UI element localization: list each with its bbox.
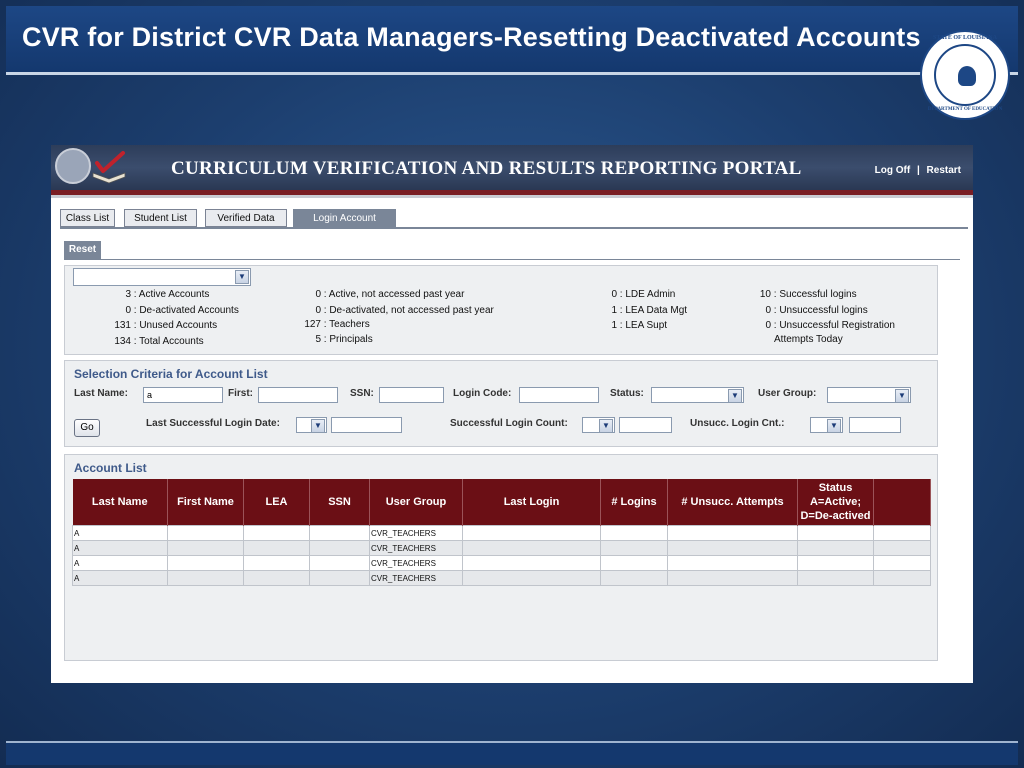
cell-user-group: CVR_TEACHERS xyxy=(370,526,463,541)
stat-deactivated-accounts: 0 : De-activated Accounts xyxy=(125,305,239,316)
table-header-row xyxy=(73,479,931,526)
cell-logins xyxy=(601,571,668,586)
cvr-portal-window xyxy=(51,145,973,683)
cell-last-login xyxy=(463,541,601,556)
tab-login-account[interactable]: Login Account xyxy=(293,209,396,229)
cell-last-login xyxy=(463,526,601,541)
header-gray-stripe xyxy=(51,195,973,198)
col-status-line3: D=De-actived xyxy=(800,510,871,522)
stats-filter-select[interactable] xyxy=(73,268,251,286)
first-name-input[interactable] xyxy=(258,387,338,403)
stat-lea-supt: 1 : LEA Supt xyxy=(611,320,668,331)
col-last-name[interactable]: Last Name xyxy=(73,479,168,526)
col-status-line1: Status xyxy=(818,482,853,494)
col-user-group[interactable]: User Group xyxy=(370,479,463,526)
last-name-label: Last Name: xyxy=(74,388,128,399)
stat-teachers: 127 : Teachers xyxy=(304,319,370,330)
tab-underline xyxy=(60,227,968,229)
cell-extra xyxy=(874,556,931,571)
col-logins[interactable]: # Logins xyxy=(601,479,668,526)
cell-lea xyxy=(244,526,310,541)
cell-extra xyxy=(874,526,931,541)
cell-first-name xyxy=(168,571,244,586)
cell-unsucc xyxy=(668,541,798,556)
chevron-down-icon[interactable]: ▼ xyxy=(599,419,613,433)
table-row[interactable] xyxy=(73,571,931,586)
unsucc-count-label: Unsucc. Login Cnt.: xyxy=(690,418,785,429)
stat-active-accounts: 3 : Active Accounts xyxy=(125,289,210,300)
cell-unsucc xyxy=(668,556,798,571)
cell-lea xyxy=(244,571,310,586)
cell-first-name xyxy=(168,556,244,571)
chevron-down-icon[interactable]: ▼ xyxy=(728,389,742,403)
cell-first-name xyxy=(168,541,244,556)
stat-unsuccessful-logins: 0 : Unsuccessful logins xyxy=(765,305,868,316)
success-count-operator-select[interactable] xyxy=(582,417,615,433)
success-count-label: Successful Login Count: xyxy=(450,418,568,429)
chevron-down-icon[interactable]: ▼ xyxy=(827,419,841,433)
stat-principals: 5 : Principals xyxy=(315,334,373,345)
pelican-icon xyxy=(958,66,976,86)
col-extra xyxy=(874,479,931,526)
stat-unused-accounts: 131 : Unused Accounts xyxy=(114,320,218,331)
last-login-date-operator-select[interactable] xyxy=(296,417,327,433)
cell-status xyxy=(798,526,874,541)
account-list-heading: Account List xyxy=(74,461,147,475)
portal-title: CURRICULUM VERIFICATION AND RESULTS REPORTING PORTAL xyxy=(171,158,802,179)
seal-text-top: STATE OF LOUISIANA xyxy=(933,35,997,41)
cell-logins xyxy=(601,526,668,541)
cell-unsucc xyxy=(668,526,798,541)
table-row[interactable] xyxy=(73,556,931,571)
col-last-login[interactable]: Last Login xyxy=(463,479,601,526)
col-status-line2: A=Active; xyxy=(809,496,862,508)
cell-first-name xyxy=(168,526,244,541)
cell-status xyxy=(798,571,874,586)
portal-header-links xyxy=(875,165,961,176)
cell-user-group: CVR_TEACHERS xyxy=(370,571,463,586)
table-row[interactable] xyxy=(73,526,931,541)
account-stats-panel xyxy=(64,265,938,355)
login-code-input[interactable] xyxy=(519,387,599,403)
ssn-label: SSN: xyxy=(350,388,374,399)
selection-criteria-heading: Selection Criteria for Account List xyxy=(74,367,268,381)
book-checkmark-icon xyxy=(89,151,129,185)
cell-last-login xyxy=(463,571,601,586)
col-ssn[interactable]: SSN xyxy=(310,479,370,526)
cell-ssn xyxy=(310,541,370,556)
stat-deactivated-not-accessed: 0 : De-activated, not accessed past year xyxy=(315,305,494,316)
first-name-label: First: xyxy=(228,388,253,399)
login-code-label: Login Code: xyxy=(453,388,512,399)
selection-criteria-panel xyxy=(64,360,938,447)
cell-last-name: A xyxy=(73,571,168,586)
reset-bar xyxy=(64,241,960,260)
unsucc-count-operator-select[interactable] xyxy=(810,417,843,433)
user-group-label: User Group: xyxy=(758,388,817,399)
seal-text-bottom: DEPARTMENT OF EDUCATION xyxy=(927,107,1003,112)
tab-class-list[interactable]: Class List xyxy=(60,209,115,227)
cell-last-login xyxy=(463,556,601,571)
unsucc-count-input[interactable] xyxy=(849,417,901,433)
status-select[interactable] xyxy=(651,387,744,403)
chevron-down-icon[interactable]: ▼ xyxy=(311,419,325,433)
portal-header xyxy=(51,145,973,190)
cell-user-group: CVR_TEACHERS xyxy=(370,556,463,571)
col-status[interactable] xyxy=(798,479,874,526)
last-login-date-label: Last Successful Login Date: xyxy=(146,418,280,429)
cell-last-name: A xyxy=(73,541,168,556)
portal-seal-icon xyxy=(55,148,91,184)
status-label: Status: xyxy=(610,388,644,399)
cell-ssn xyxy=(310,556,370,571)
cell-lea xyxy=(244,541,310,556)
chevron-down-icon[interactable]: ▼ xyxy=(895,389,909,403)
last-name-input[interactable]: a xyxy=(143,387,223,403)
table-row[interactable] xyxy=(73,541,931,556)
cell-status xyxy=(798,556,874,571)
col-unsucc-attempts[interactable]: # Unsucc. Attempts xyxy=(668,479,798,526)
tab-verified-data[interactable]: Verified Data xyxy=(205,209,287,227)
col-first-name[interactable]: First Name xyxy=(168,479,244,526)
ssn-input[interactable] xyxy=(379,387,444,403)
user-group-select[interactable] xyxy=(827,387,911,403)
cell-ssn xyxy=(310,526,370,541)
slide-footer-bar xyxy=(6,741,1018,765)
account-table xyxy=(72,479,931,586)
log-off-link[interactable]: Log Off xyxy=(874,165,911,176)
col-lea[interactable]: LEA xyxy=(244,479,310,526)
reset-button[interactable]: Reset xyxy=(64,241,101,259)
cell-unsucc xyxy=(668,571,798,586)
cell-lea xyxy=(244,556,310,571)
slide-title: CVR for District CVR Data Managers-Resetting Deactivated Accounts xyxy=(22,22,921,52)
last-login-date-input[interactable] xyxy=(331,417,402,433)
louisiana-doe-seal-logo xyxy=(920,30,1010,120)
link-separator: | xyxy=(916,165,920,176)
cell-extra xyxy=(874,571,931,586)
cell-ssn xyxy=(310,571,370,586)
stat-lde-admin: 0 : LDE Admin xyxy=(611,289,676,300)
cell-last-name: A xyxy=(73,526,168,541)
go-button[interactable]: Go xyxy=(74,419,100,437)
restart-link[interactable]: Restart xyxy=(926,165,961,176)
cell-user-group: CVR_TEACHERS xyxy=(370,541,463,556)
stat-successful-logins: 10 : Successful logins xyxy=(759,289,857,300)
chevron-down-icon[interactable]: ▼ xyxy=(235,270,249,284)
stat-lea-data-mgt: 1 : LEA Data Mgt xyxy=(611,305,688,316)
cell-status xyxy=(798,541,874,556)
stat-unsuccessful-registration: 0 : Unsuccessful Registration xyxy=(765,320,895,331)
account-list-panel xyxy=(64,454,938,661)
stat-attempts-today: Attempts Today xyxy=(774,334,843,345)
tab-student-list[interactable]: Student List xyxy=(124,209,197,227)
stat-active-not-accessed: 0 : Active, not accessed past year xyxy=(315,289,465,300)
stat-total-accounts: 134 : Total Accounts xyxy=(114,336,204,347)
success-count-input[interactable] xyxy=(619,417,672,433)
cell-last-name: A xyxy=(73,556,168,571)
cell-logins xyxy=(601,541,668,556)
cell-logins xyxy=(601,556,668,571)
cell-extra xyxy=(874,541,931,556)
seal-inner-ring xyxy=(934,44,996,106)
